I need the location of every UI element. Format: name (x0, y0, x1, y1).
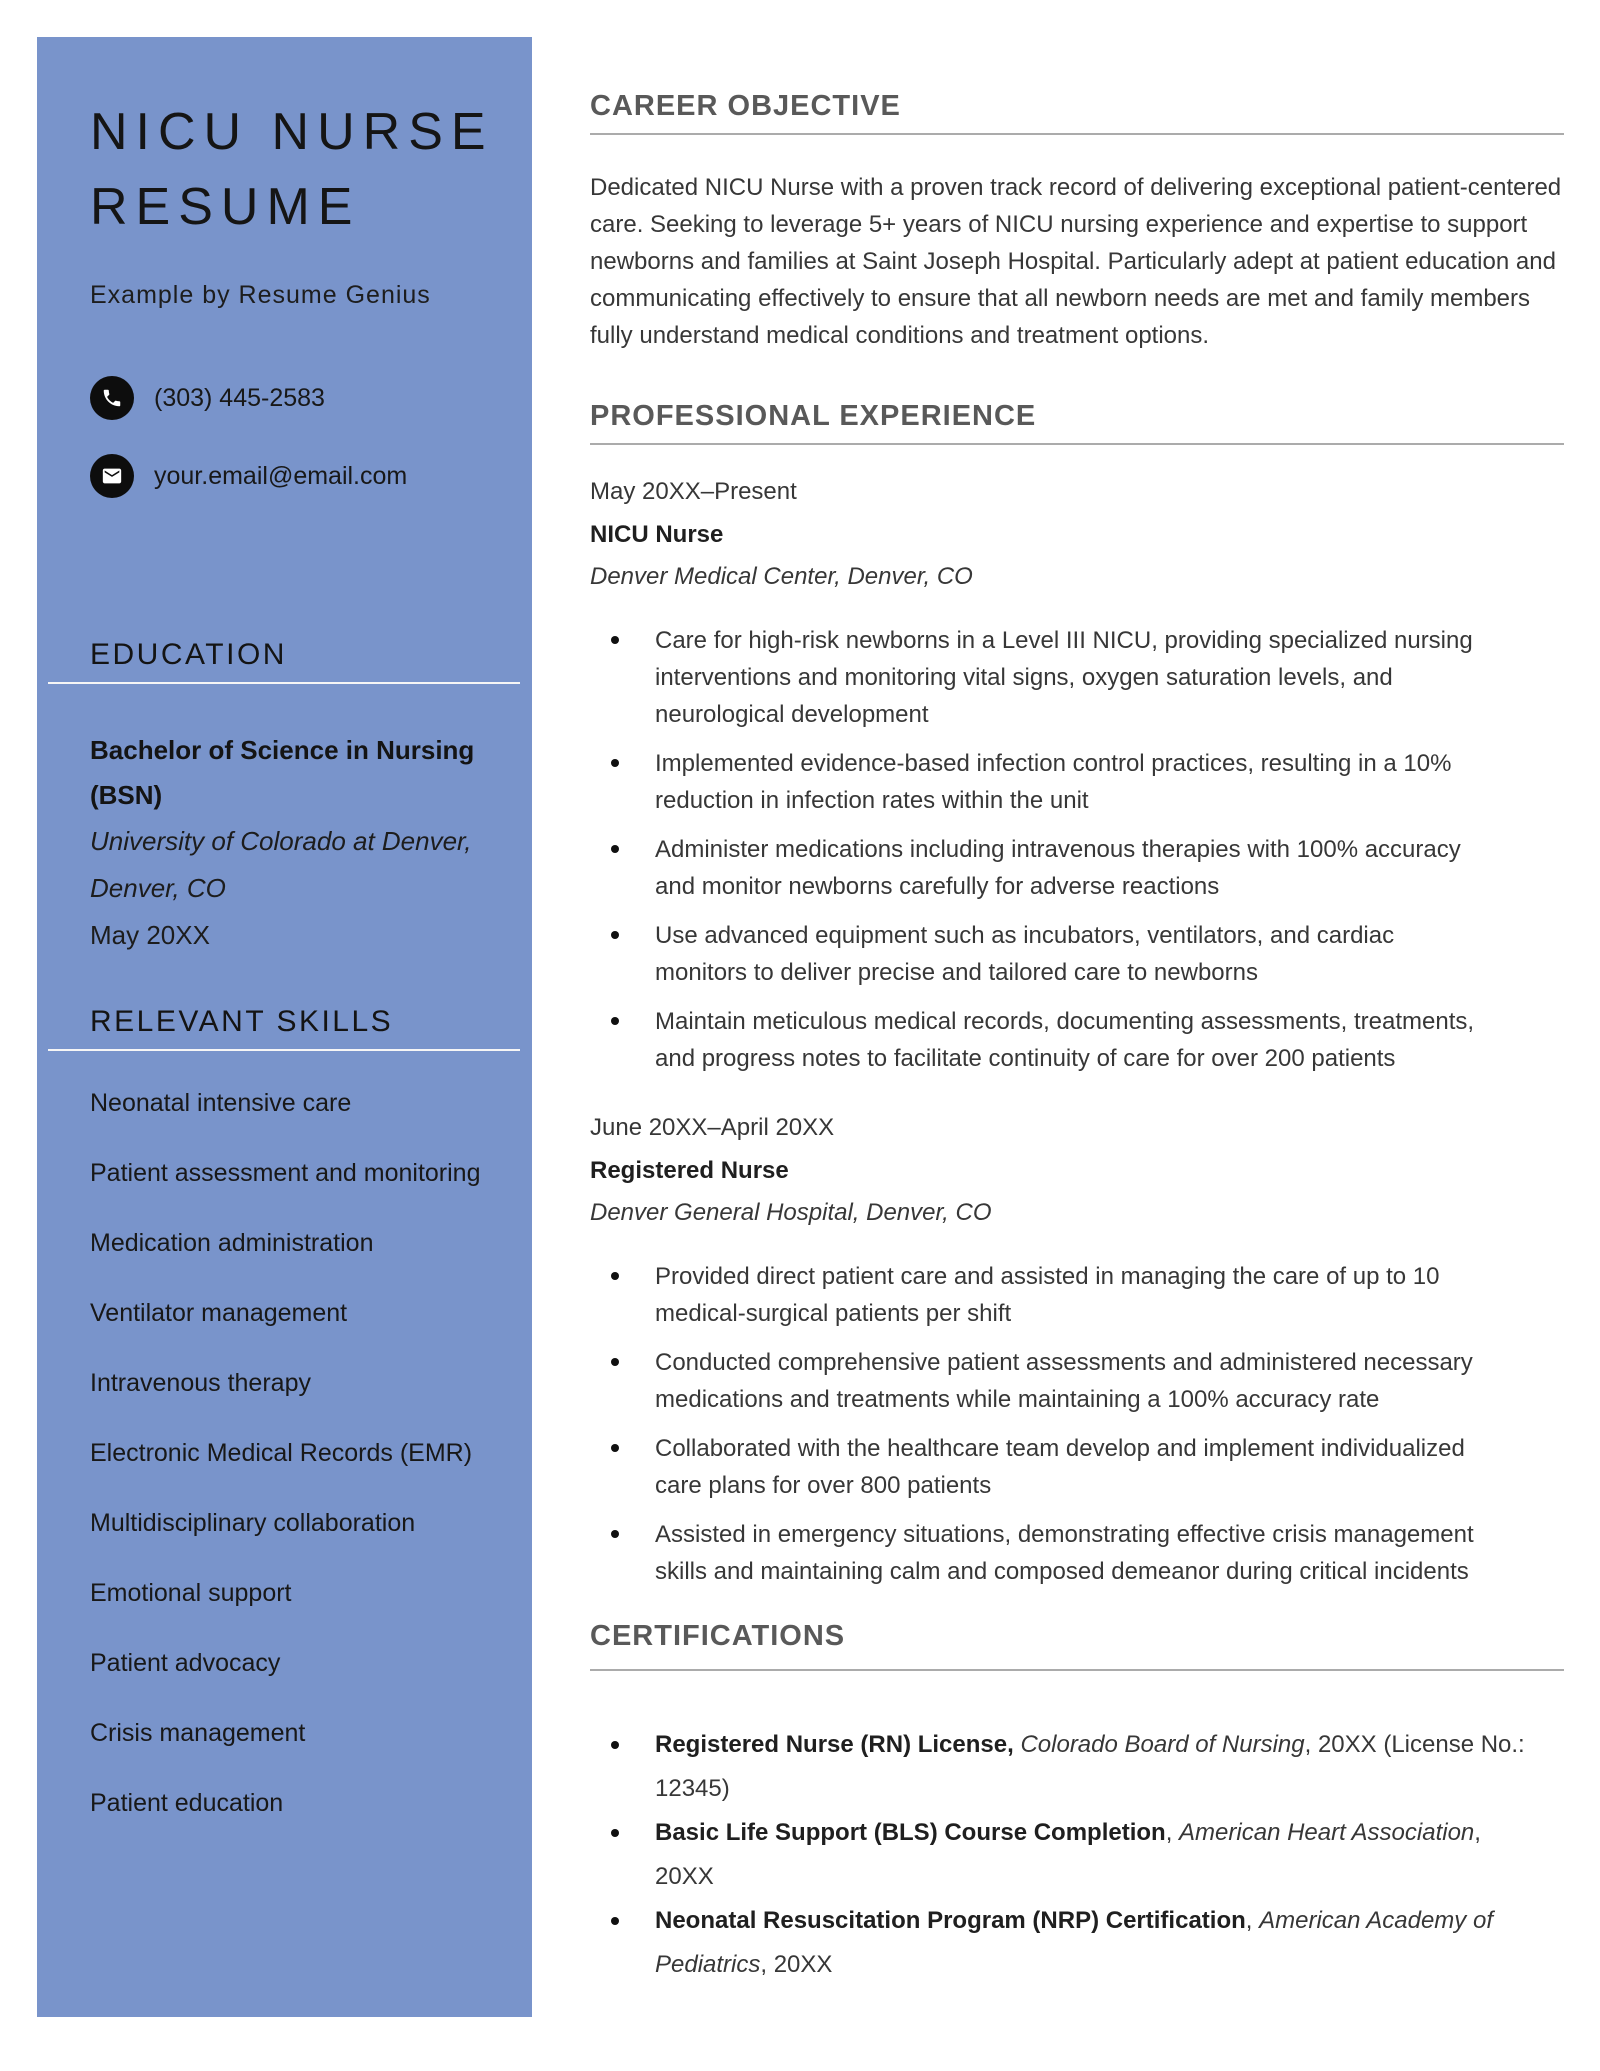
certification-detail: , 20XX (License No.: 12345) (655, 1731, 1525, 1802)
education-heading: EDUCATION (90, 638, 287, 671)
email-row (90, 454, 506, 498)
certification-issuer: American Heart Association (1179, 1819, 1475, 1846)
job-dates: June 20XX–April 20XX (590, 1114, 835, 1141)
certification-issuer: American Academy of Pediatrics (655, 1907, 1493, 1978)
phone-number: (303) 445-2583 (154, 383, 325, 412)
email-icon (90, 454, 134, 498)
sidebar (37, 37, 532, 2017)
skills-divider (48, 1049, 520, 1051)
skill-item: Patient education (90, 1789, 284, 1817)
job-company: Denver General Hospital, Denver, CO (590, 1199, 992, 1226)
career-objective-divider (590, 133, 1564, 135)
job-bullet: Administer medications including intravenous therapies with 100% accuracy and monitor newborns carefully for adverse reactions (590, 831, 1478, 905)
certification-name: Neonatal Resuscitation Program (NRP) Certification (655, 1907, 1246, 1934)
education-school (90, 818, 506, 912)
job-bullet: Collaborated with the healthcare team develop and implement individualized care plans for over 800 patients (590, 1430, 1478, 1504)
skill-item: Intravenous therapy (90, 1369, 311, 1397)
job-company: Denver Medical Center, Denver, CO (590, 563, 973, 590)
certification-detail: , 20XX (760, 1951, 833, 1978)
skills-list (90, 1087, 506, 1819)
certification-item (590, 1899, 1530, 1987)
certification-item (590, 1811, 1530, 1899)
certifications-divider (590, 1669, 1564, 1671)
certification-name: Registered Nurse (RN) License, (655, 1731, 1014, 1758)
career-objective-heading: CAREER OBJECTIVE (590, 90, 901, 122)
education-divider (48, 682, 520, 684)
job-bullet: Implemented evidence-based infection control practices, resulting in a 10% reduction in infection rates within the unit (590, 745, 1478, 819)
certification-separator: , (1245, 1907, 1260, 1934)
contact-block (90, 376, 506, 498)
certification-detail: , 20XX (655, 1819, 1481, 1890)
job-bullet-list (590, 622, 1478, 1077)
skill-item: Emotional support (90, 1579, 292, 1607)
job-bullet: Conducted comprehensive patient assessments and administered necessary medications and treatments while maintaining a 100% accuracy rate (590, 1344, 1478, 1418)
certifications-heading: CERTIFICATIONS (590, 1620, 846, 1652)
skills-heading: RELEVANT SKILLS (90, 1005, 394, 1038)
skill-item: Patient advocacy (90, 1649, 281, 1677)
skill-item: Electronic Medical Records (EMR) (90, 1439, 473, 1467)
certification-list (590, 1723, 1530, 1987)
education-degree-line1: Bachelor of Science in Nursing (90, 735, 475, 765)
job-title: Registered Nurse (590, 1157, 789, 1184)
resume-title-line2: RESUME (90, 178, 361, 236)
skill-item: Multidisciplinary collaboration (90, 1509, 416, 1537)
job-bullet: Assisted in emergency situations, demonstrating effective crisis management skills and maintaining calm and composed demeanor during critical incidents (590, 1516, 1478, 1590)
job-dates: May 20XX–Present (590, 478, 797, 505)
phone-row (90, 376, 506, 420)
job-entry (590, 477, 1564, 1077)
education-degree-line2: (BSN) (90, 780, 163, 810)
skill-item: Medication administration (90, 1229, 374, 1257)
skill-item: Patient assessment and monitoring (90, 1159, 481, 1187)
skill-item: Neonatal intensive care (90, 1089, 352, 1117)
resume-title (90, 95, 506, 245)
main-column (590, 90, 1564, 1987)
job-bullet: Care for high-risk newborns in a Level III NICU, providing specialized nursing interventions and monitoring vital signs, oxygen saturation levels, and neurological development (590, 622, 1478, 733)
certification-item (590, 1723, 1530, 1811)
certification-name: Basic Life Support (BLS) Course Completion (655, 1819, 1166, 1846)
education-school-line1: University of Colorado at Denver, (90, 826, 472, 856)
email-address: your.email@email.com (154, 461, 408, 490)
career-objective-text: Dedicated NICU Nurse with a proven track record of delivering exceptional patient-centered care. Seeking to leverage 5+ years of NICU nursing experience and expertise to support newborns and families at Saint Joseph Hospital. Particularly adept at patient education and communicating effectively to ensure that all newborn needs are met and family members fully understand medical conditions and treatment options. (590, 174, 1562, 349)
job-bullet: Maintain meticulous medical records, documenting assessments, treatments, and progress notes to facilitate continuity of care for over 200 patients (590, 1003, 1478, 1077)
skill-item: Ventilator management (90, 1299, 348, 1327)
resume-title-line1: NICU NURSE (90, 103, 494, 161)
job-entry (590, 1113, 1564, 1590)
job-bullet: Use advanced equipment such as incubators, ventilators, and cardiac monitors to deliver precise and tailored care to newborns (590, 917, 1478, 991)
certification-separator: , (1165, 1819, 1180, 1846)
job-bullet-list (590, 1258, 1478, 1590)
education-degree (90, 728, 506, 818)
resume-subtitle: Example by Resume Genius (90, 281, 431, 309)
job-title: NICU Nurse (590, 521, 724, 548)
experience-heading: PROFESSIONAL EXPERIENCE (590, 400, 1037, 432)
education-entry (90, 728, 506, 959)
experience-divider (590, 443, 1564, 445)
education-school-line2: Denver, CO (90, 873, 226, 903)
education-date: May 20XX (90, 920, 210, 950)
job-bullet: Provided direct patient care and assisted in managing the care of up to 10 medical-surgical patients per shift (590, 1258, 1478, 1332)
certification-issuer: Colorado Board of Nursing (1020, 1731, 1305, 1758)
skill-item: Crisis management (90, 1719, 306, 1747)
phone-icon (90, 376, 134, 420)
